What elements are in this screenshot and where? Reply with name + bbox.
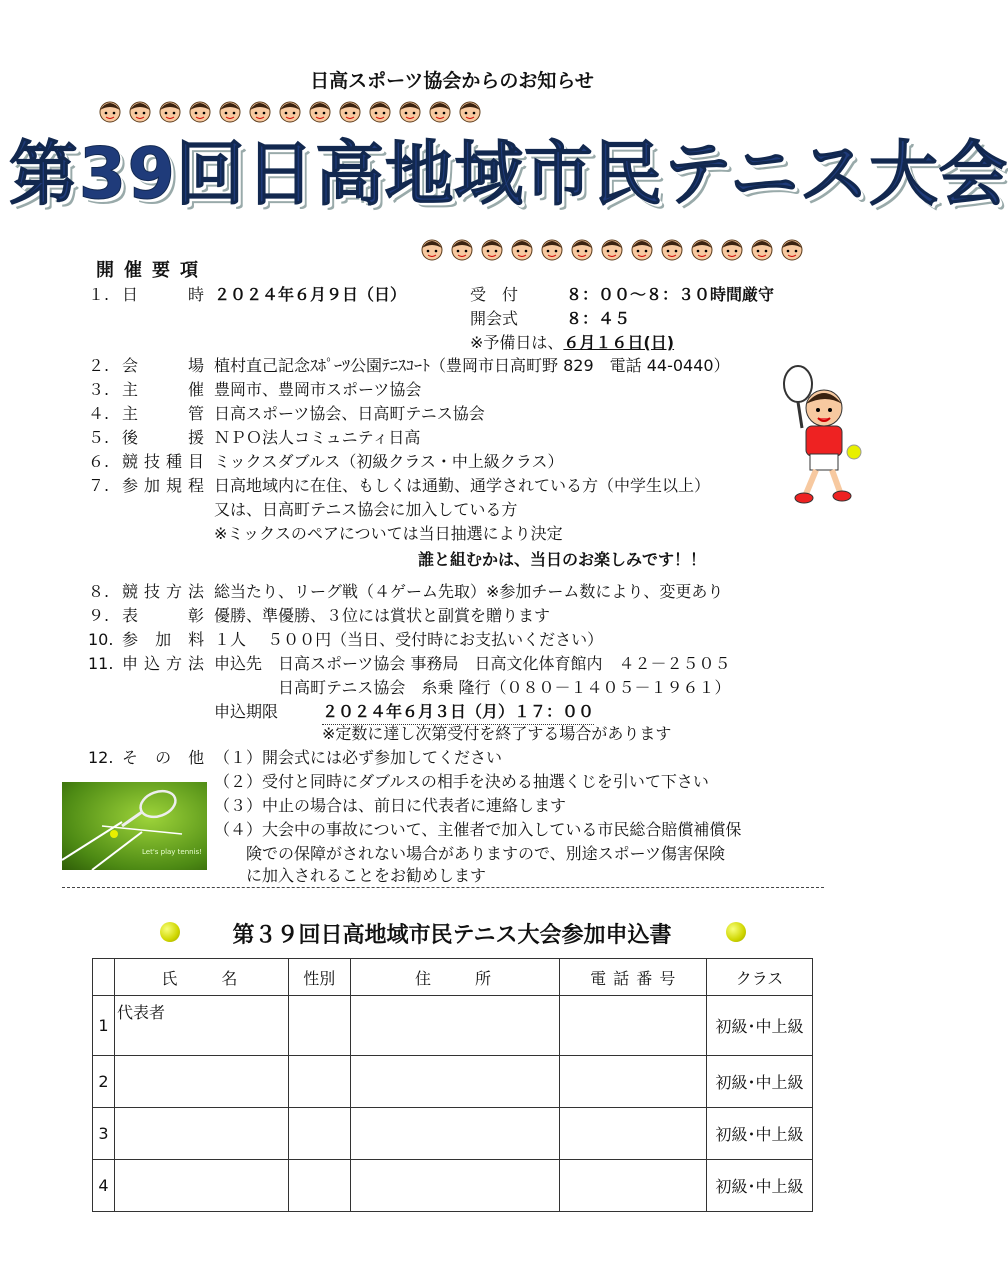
- item-eligibility: ７. 参加規程 日高地域内に在住、もしくは通勤、通学されている方（中学生以上）: [88, 476, 711, 495]
- others-line-5: 険での保障がされない場合がありますので、別途スポーツ傷害保険: [214, 844, 726, 863]
- address-cell[interactable]: [350, 1056, 560, 1108]
- row-index: 4: [93, 1160, 115, 1212]
- kids-faces-bottom-right-icon: [418, 234, 818, 264]
- deadline-note: ※定数に達し次第受付を終了する場合があります: [322, 724, 672, 743]
- phone-cell[interactable]: [560, 1108, 707, 1160]
- class-cell[interactable]: 初級･中上級: [707, 1108, 813, 1160]
- form-title: 第３９回日高地域市民テニス大会参加申込書: [232, 923, 672, 948]
- row-index: 1: [93, 996, 115, 1056]
- class-cell[interactable]: 初級･中上級: [707, 996, 813, 1056]
- header-phone: 電 話 番 号: [560, 959, 707, 996]
- name-cell[interactable]: [114, 1056, 288, 1108]
- item-venue: ２. 会 場 植村直己記念ｽﾎﾟｰﾂ公園ﾃﾆｽｺｰﾄ（豊岡市日高町野 829 電話 44-0440）: [88, 356, 730, 375]
- cut-line: [62, 887, 824, 888]
- row-index: 3: [93, 1108, 115, 1160]
- others-line-3: （３）中止の場合は、前日に代表者に連絡します: [214, 796, 567, 815]
- table-header-row: [93, 959, 813, 996]
- table-row: [93, 1108, 813, 1160]
- tennis-player-illustration-icon: [776, 364, 868, 506]
- phone-cell[interactable]: [560, 1056, 707, 1108]
- table-row: [93, 996, 813, 1056]
- header-name: 氏 名: [114, 959, 288, 996]
- eligibility-line-2: 又は、日高町テニス協会に加入している方: [214, 500, 518, 519]
- address-cell[interactable]: [350, 996, 560, 1056]
- gender-cell[interactable]: [288, 996, 350, 1056]
- fun-note: 誰と組むかは、当日のお楽しみです！！: [418, 550, 707, 569]
- item-format: ８. 競技方法 総当たり、リーグ戦（４ゲーム先取）※参加チーム数により、変更あり: [88, 582, 724, 601]
- item-event-type: ６. 競技種目 ミックスダブルス（初級クラス・中上級クラス）: [88, 452, 564, 471]
- address-cell[interactable]: [350, 1108, 560, 1160]
- opening-time: ８：４５: [566, 309, 631, 328]
- tennis-photo: [62, 782, 207, 870]
- event-title: 第39回日高地域市民テニス大会: [9, 133, 1008, 215]
- eligibility-line-3: ※ミックスのペアについては当日抽選により決定: [214, 524, 563, 543]
- item-organizer: ３. 主 催 豊岡市、豊岡市スポーツ協会: [88, 380, 422, 399]
- name-cell[interactable]: [114, 1160, 288, 1212]
- item-date: １. 日 時 ２０２４年６月９日（日）: [88, 285, 407, 304]
- header-address: 住 所: [350, 959, 560, 996]
- header-gender: 性別: [288, 959, 350, 996]
- row-index: 2: [93, 1056, 115, 1108]
- class-cell[interactable]: 初級･中上級: [707, 1160, 813, 1212]
- racket-court-icon: [62, 782, 207, 870]
- photo-caption: Let's play tennis!: [142, 848, 202, 856]
- header-index: [93, 959, 115, 996]
- gender-cell[interactable]: [288, 1056, 350, 1108]
- deadline-label: 申込期限: [214, 702, 279, 721]
- table-row: [93, 1056, 813, 1108]
- others-line-2: （２）受付と同時にダブルスの相手を決める抽選くじを引いて下さい: [214, 772, 709, 791]
- notice-line: 日高スポーツ協会からのお知らせ: [310, 70, 594, 92]
- phone-cell[interactable]: [560, 996, 707, 1056]
- item-manager: ４. 主 管 日高スポーツ協会、日高町テニス協会: [88, 404, 485, 423]
- item-support: ５. 後 援 ＮＰＯ法人コミュニティ日高: [88, 428, 421, 447]
- others-line-6: に加入されることをお勧めします: [214, 866, 487, 885]
- address-cell[interactable]: [350, 1160, 560, 1212]
- item-awards: ９. 表 彰 優勝、準優勝、３位には賞状と副賞を贈ります: [88, 606, 551, 625]
- table-row: [93, 1160, 813, 1212]
- application-line-2: 日高町テニス協会 糸乗 隆行（０８０－１４０５－１９６１）: [214, 678, 731, 697]
- reception-label: 受 付: [470, 285, 519, 304]
- gender-cell[interactable]: [288, 1108, 350, 1160]
- deadline-date: ２０２４年６月３日（月）１７：００: [322, 700, 594, 725]
- item-fee: 10. 参 加 料 １人 ５００円（当日、受付時にお支払いください）: [88, 630, 604, 649]
- name-cell[interactable]: [114, 1108, 288, 1160]
- opening-label: 開会式: [470, 309, 519, 328]
- header-class: クラス: [707, 959, 813, 996]
- item-application: 11. 申込方法 申込先 日高スポーツ協会 事務局 日高文化体育館内 ４２－２５０５: [88, 654, 731, 673]
- overview-heading: 開催要項: [96, 260, 208, 281]
- class-cell[interactable]: 初級･中上級: [707, 1056, 813, 1108]
- tennis-ball-right-icon: [726, 922, 746, 942]
- others-line-4: （４）大会中の事故について、主催者で加入している市民総合賠償補償保: [214, 820, 742, 839]
- phone-cell[interactable]: [560, 1160, 707, 1212]
- application-form-table: [92, 958, 813, 1212]
- gender-cell[interactable]: [288, 1160, 350, 1212]
- item-others: 12. そ の 他 （１）開会式には必ず参加してください: [88, 748, 503, 767]
- reception-time: ８：００～８：３０時間厳守: [566, 285, 775, 304]
- reserve-day: ※予備日は、６月１６日(日): [470, 333, 675, 352]
- name-cell[interactable]: 代表者: [114, 996, 288, 1056]
